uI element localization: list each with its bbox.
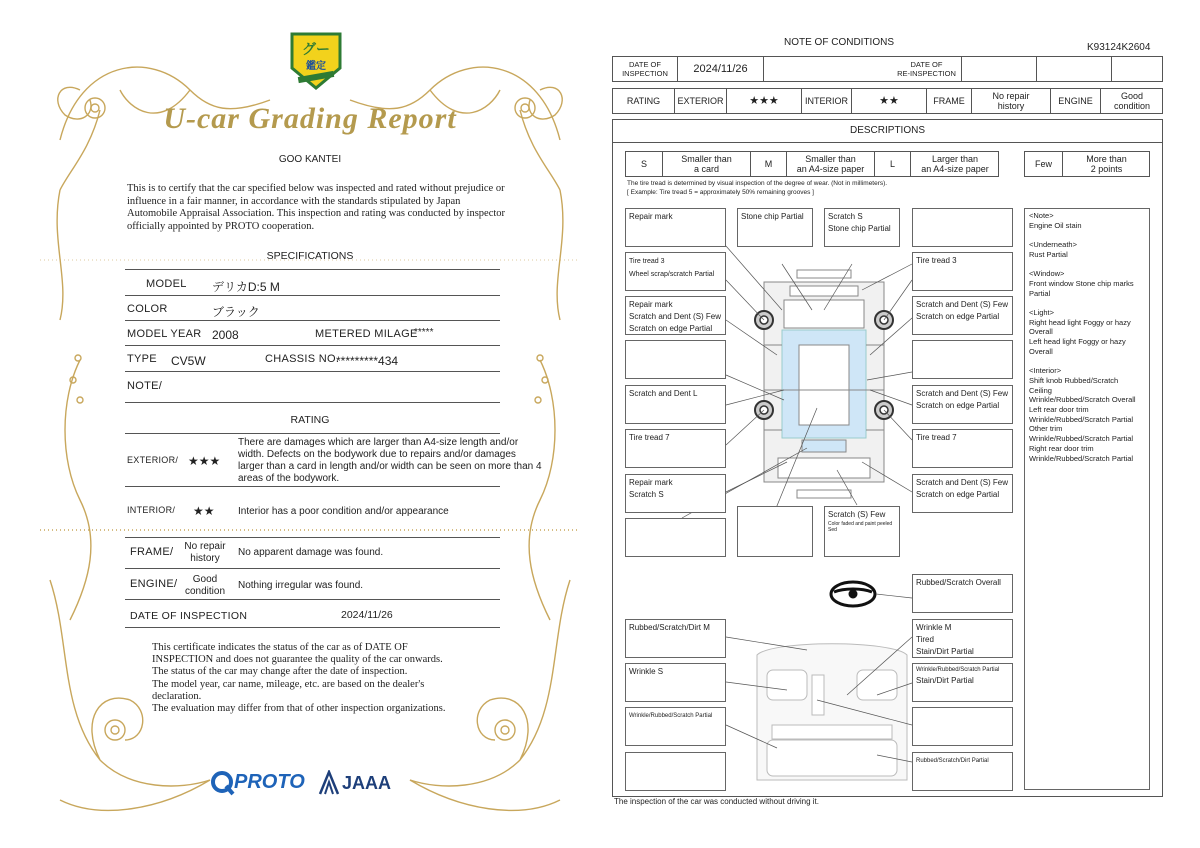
note-label: NOTE/ — [127, 380, 163, 392]
model-year-value: 2008 — [212, 328, 239, 342]
note-right-2: Scratch and Dent (S) Few Scratch on edge Partial — [912, 296, 1013, 335]
note-top-1: Stone chip Partial — [737, 208, 813, 247]
exterior-description: There are damages which are larger than A4-size length and/or width. Defects on the bodywork due to repairs and/or damages larger than a card in length and/or width can be seen on more than 4 areas of the bodywork. — [238, 437, 542, 484]
engine-label: ENGINE/ — [130, 578, 178, 590]
grading-certificate — [40, 20, 580, 830]
car-top-view-icon — [764, 270, 884, 498]
sheet-title: NOTE OF CONDITIONS — [784, 37, 894, 48]
reinspection-label: DATE OF RE-INSPECTION — [892, 57, 962, 81]
jaaa-logo-icon — [318, 770, 340, 796]
note-left-7: Repair mark Scratch S — [625, 474, 726, 513]
note-int-right-1: Wrinkle M Tired Stain/Dirt Partial — [912, 619, 1013, 658]
rating-label: RATING — [613, 89, 675, 113]
legend-text-l: Larger than an A4-size paper — [921, 154, 989, 174]
type-value: CV5W — [171, 354, 206, 368]
tire-example: [ Example: Tire tread 5 = approximately 50% remaining grooves ] — [627, 189, 814, 196]
svg-text:グー: グー — [302, 42, 330, 58]
sheet-footer: The inspection of the car was conducted without driving it. — [614, 797, 819, 806]
note-int-right-2: Wrinkle/Rubbed/Scratch Partial Stain/Dirt Partial — [912, 663, 1013, 702]
exterior-label: EXTERIOR — [675, 89, 727, 113]
specs-heading: SPECIFICATIONS — [266, 250, 354, 262]
model-value: デリカD:5 M — [212, 280, 280, 294]
date-row — [612, 56, 1163, 82]
proto-logo-icon — [210, 770, 236, 796]
legend-key-m: M — [751, 152, 787, 176]
certificate-title: U-car Grading Report — [163, 102, 457, 135]
note-left-6: Tire tread 7 — [625, 429, 726, 468]
interior-value: ★★ — [852, 89, 927, 113]
note-bottom-2: Scratch (S) Few Color faded and paint peeled Sed — [824, 506, 900, 557]
engine-value: Good condition — [184, 574, 226, 597]
note-right-6: Scratch and Dent (S) Few Scratch on edge Partial — [912, 474, 1013, 513]
car-interior-view-icon — [757, 644, 907, 780]
note-int-right-3 — [912, 707, 1013, 746]
color-value: ブラック — [212, 305, 260, 319]
note-top-2: Scratch S Stone chip Partial — [824, 208, 900, 247]
exterior-label: EXTERIOR/ — [127, 455, 179, 465]
steering-wheel-icon — [831, 582, 875, 606]
exterior-value: ★★★ — [727, 89, 802, 113]
note-left-3: Repair mark Scratch and Dent (S) Few Scratch on edge Partial — [625, 296, 726, 335]
frame-label: FRAME — [927, 89, 972, 113]
note-top-3 — [912, 208, 1013, 247]
proto-logo-text: PROTO — [234, 771, 305, 793]
note-steering: Rubbed/Scratch Overall — [912, 574, 1013, 613]
certificate-disclaimer: This certificate indicates the status of the car as of DATE OF INSPECTION and does not guarantee the quality of the car onwards. The status of the car may change after the date of inspection. The model year, car name, mileage, etc. are based on the dealer's declaration. The evaluation may differ from that of other inspection organizations. — [152, 642, 446, 715]
inspection-date-value: 2024/11/26 — [341, 609, 393, 621]
model-label: MODEL — [146, 278, 187, 290]
rating-heading: RATING — [290, 414, 330, 426]
legend-key-s: S — [626, 152, 663, 176]
legend-text-m: Smaller than an A4-size paper — [787, 152, 875, 176]
note-left-2: Tire tread 3 Wheel scrap/scratch Partial — [625, 252, 726, 291]
engine-label: ENGINE — [1051, 89, 1101, 113]
note-right-4: Scratch and Dent (S) Few Scratch on edge Partial — [912, 385, 1013, 424]
note-right-5: Tire tread 7 — [912, 429, 1013, 468]
note-int-left-2: Wrinkle S — [625, 663, 726, 702]
certificate-subtitle: GOO KANTEI — [278, 154, 342, 165]
note-left-1: Repair mark — [625, 208, 726, 247]
date-label: DATE OF INSPECTION — [613, 57, 678, 81]
note-int-right-4: Rubbed/Scratch/Dirt Partial — [912, 752, 1013, 791]
jaaa-logo-text: JAAA — [342, 773, 392, 793]
note-bottom-1 — [737, 506, 813, 557]
mileage-value: ***** — [414, 327, 434, 338]
chassis-value: *********434 — [336, 354, 399, 368]
descriptions-heading: DESCRIPTIONS — [612, 119, 1163, 143]
note-left-8 — [625, 518, 726, 557]
engine-description: Nothing irregular was found. — [238, 580, 364, 591]
note-int-left-3: Wrinkle/Rubbed/Scratch Partial — [625, 707, 726, 746]
frame-value: No repair history — [184, 541, 226, 564]
interior-description: Interior has a poor condition and/or appearance — [238, 506, 449, 517]
sheet-reference: K93124K2604 — [1087, 42, 1151, 53]
model-year-label: MODEL YEAR — [127, 328, 202, 340]
frame-description: No apparent damage was found. — [238, 547, 384, 558]
few-key: Few — [1025, 152, 1063, 176]
exterior-stars: ★★★ — [188, 454, 221, 468]
note-left-4 — [625, 340, 726, 379]
frame-value: No repair history — [972, 89, 1051, 113]
few-text: More than 2 points — [1086, 154, 1127, 174]
interior-label: INTERIOR — [802, 89, 852, 113]
few-legend — [1024, 151, 1150, 177]
engine-value: Good condition — [1113, 91, 1151, 111]
type-label: TYPE — [127, 353, 157, 365]
legend-key-l: L — [875, 152, 911, 176]
tire-note: The tire tread is determined by visual inspection of the degree of wear. (Not in millimeters). — [627, 180, 888, 187]
chassis-label: CHASSIS NO. — [265, 353, 340, 365]
color-label: COLOR — [127, 303, 168, 315]
interior-stars: ★★ — [193, 504, 215, 518]
note-right-3 — [912, 340, 1013, 379]
mileage-label: METERED MILAGE — [315, 328, 418, 340]
side-notes: <Note> Engine Oil stain <Underneath> Rust Partial <Window> Front window Stone chip marks Partial <Light> Right head light Foggy or hazy Overall Left head light Foggy or hazy Overall <Interior> Shift knob Rubbed/Scratch Ceiling Wrinkle/Rubbed/Scratch Overall Left rear door trim Wrinkle/Rubbed/Scratch Partial Other trim Wrinkle/Rubbed/Scratch Partial Right rear door trim Wrinkle/Rubbed/Scratch Partial — [1024, 208, 1150, 790]
certificate-intro: This is to certify that the car specified below was inspected and rated without prejudice or influence in a fair manner, in accordance with the standards stipulated by Japan Automobile Appraisal Association. This inspection and rating was conducted by inspector officially appointed by PROTO cooperation. — [127, 183, 506, 232]
legend-text-s: Smaller than a card — [663, 152, 751, 176]
svg-text:鑑定: 鑑定 — [306, 61, 326, 72]
note-int-left-4 — [625, 752, 726, 791]
interior-label: INTERIOR/ — [127, 505, 176, 515]
frame-label: FRAME/ — [130, 546, 174, 558]
note-left-5: Scratch and Dent L — [625, 385, 726, 424]
date-value: 2024/11/26 — [678, 57, 764, 81]
size-legend — [625, 151, 999, 177]
note-int-left-1: Rubbed/Scratch/Dirt M — [625, 619, 726, 658]
rating-row — [612, 88, 1163, 114]
goo-kantei-badge-icon — [288, 30, 344, 92]
note-right-1: Tire tread 3 — [912, 252, 1013, 291]
inspection-date-label: DATE OF INSPECTION — [130, 610, 248, 622]
